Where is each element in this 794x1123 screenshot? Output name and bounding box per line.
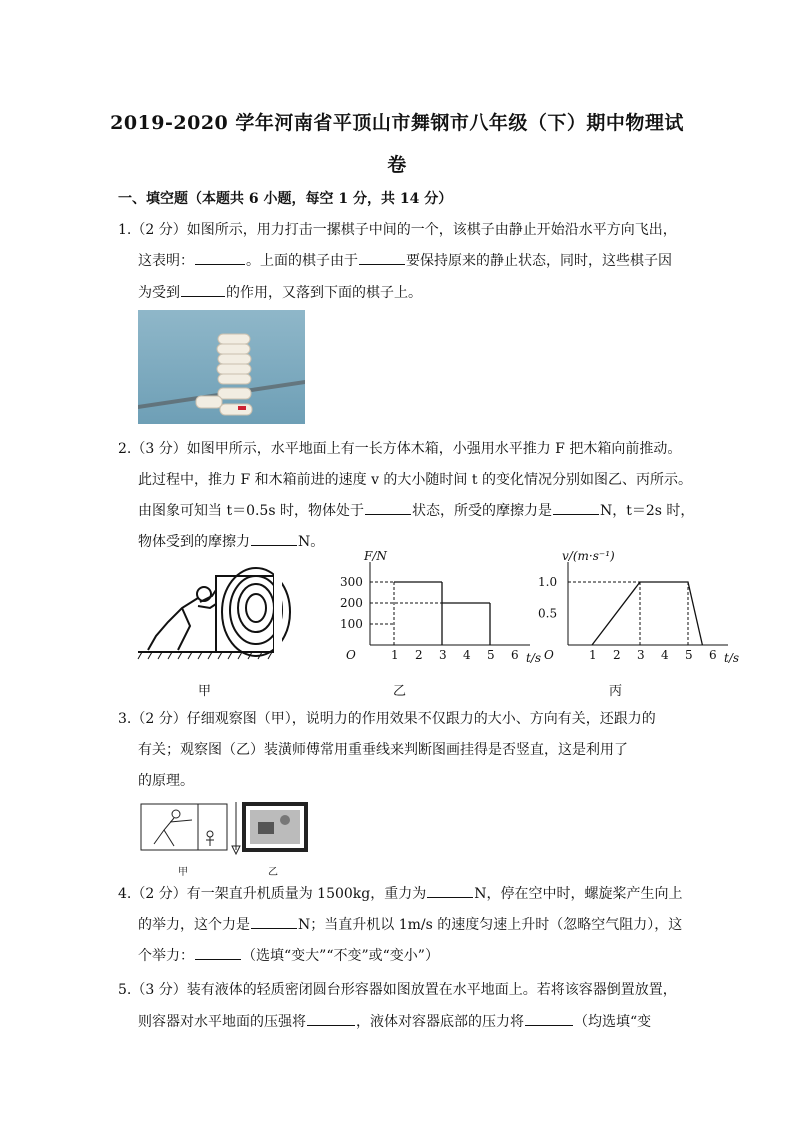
x-tick-label: 6 — [709, 648, 717, 662]
q1-line1: 1.（2 分）如图所示，用力打击一摞棋子中间的一个，该棋子由静止开始沿水平方向飞出， — [118, 222, 677, 238]
x-tick-label: 6 — [511, 648, 519, 662]
q2-line1: 2.（3 分）如图甲所示，水平地面上有一长方体木箱，小强用水平推力 F 把木箱向前推动。 — [118, 441, 682, 457]
q4-text-d: N；当直升机以 1m/s 的速度匀速上升时（忽略空气阻力），这 — [298, 917, 683, 933]
q5-blank-1[interactable] — [307, 1013, 355, 1026]
x-tick-label: 1 — [391, 648, 399, 662]
x-tick-label: 5 — [487, 648, 495, 662]
x-tick-label: 2 — [415, 648, 423, 662]
q1-text-b: 。上面的棋子由于 — [246, 253, 358, 269]
q1-text-e: 的作用，又落到下面的棋子上。 — [226, 285, 422, 301]
q4-blank-3[interactable] — [195, 947, 241, 960]
y-tick-label: 200 — [340, 596, 363, 610]
q1-line3 — [138, 282, 422, 302]
q4-text-e: 个举力： — [138, 948, 194, 964]
q3-fig-label-yi: 乙 — [268, 867, 278, 878]
q5-line2 — [138, 1011, 651, 1031]
y-tick-label: 300 — [340, 575, 363, 589]
q5-text-c: （均选填“变 — [574, 1014, 652, 1030]
y-tick-label: 100 — [340, 617, 363, 631]
q2-text-d: 物体受到的摩擦力 — [138, 534, 250, 550]
x-tick-label: 4 — [661, 648, 669, 662]
q4-text-f: （选填“变大”“不变”或“变小”） — [242, 948, 439, 964]
velocity-line — [592, 582, 702, 645]
x-tick-label: 5 — [685, 648, 693, 662]
q5-text-b: ，液体对容器底部的压力将 — [356, 1014, 524, 1030]
origin-label: O — [544, 648, 554, 662]
x-axis-label: t/s — [724, 651, 740, 665]
q4-line1 — [118, 883, 683, 903]
y-tick-label: 0.5 — [538, 606, 558, 621]
q3-fig-label-jia: 甲 — [178, 867, 188, 878]
paper-title-line1: 2019-2020 学年河南省平顶山市舞钢市八年级（下）期中物理试 — [110, 112, 684, 134]
q2-blank-3[interactable] — [251, 533, 297, 546]
q2-text-b: 状态，所受的摩擦力是 — [411, 503, 552, 519]
x-tick-label: 1 — [589, 648, 597, 662]
chart-force-time — [310, 549, 542, 667]
x-axis-label: t/s — [526, 651, 542, 665]
q4-line2 — [138, 914, 682, 934]
q1-blank-3[interactable] — [181, 284, 225, 297]
q2-text-c: N，t＝2s 时， — [599, 503, 695, 519]
fig-label-bing: 丙 — [609, 684, 623, 699]
q4-text-c: 的举力，这个力是 — [138, 917, 250, 933]
q5-line1: 5.（3 分）装有液体的轻质密闭圆台形容器如图放置在水平地面上。若将该容器倒置放置， — [118, 982, 677, 998]
q5-text-a: 则容器对水平地面的压强将 — [138, 1014, 306, 1030]
q4-line3 — [138, 945, 439, 965]
q2-line2: 此过程中，推力 F 和木箱前进的速度 v 的大小随时间 t 的变化情况分别如图乙、丙所示。 — [138, 472, 692, 488]
q4-text-a: 4.（2 分）有一架直升机质量为 1500kg，重力为 — [118, 886, 427, 902]
q1-text-a: 这表明： — [138, 253, 194, 269]
paper-title-line2: 卷 — [387, 154, 407, 176]
q1-blank-1[interactable] — [195, 252, 245, 265]
q1-blank-2[interactable] — [359, 252, 405, 265]
x-tick-label: 2 — [613, 648, 621, 662]
y-tick-label: 1.0 — [538, 575, 558, 589]
q2-text-e: N。 — [298, 534, 325, 550]
q5-blank-2[interactable] — [525, 1013, 573, 1026]
q2-line3 — [138, 500, 694, 520]
x-tick-label: 3 — [439, 648, 447, 662]
q2-text-a: 由图象可知当 t＝0.5s 时，物体处于 — [138, 503, 364, 519]
q2-blank-1[interactable] — [365, 502, 411, 515]
x-tick-label: 3 — [637, 648, 645, 662]
y-axis-label: F/N — [364, 549, 387, 563]
chart-velocity-time — [530, 549, 740, 667]
q2-blank-2[interactable] — [553, 502, 599, 515]
section-heading: 一、填空题（本题共 6 小题，每空 1 分，共 14 分） — [118, 191, 453, 207]
q2-line4 — [138, 531, 324, 551]
q3-line2: 有关；观察图（乙）装潢师傅常用重垂线来判断图画挂得是否竖直，这是利用了 — [138, 742, 628, 758]
figure-jia-pushing-box — [138, 560, 280, 662]
q3-figures — [140, 800, 310, 862]
q4-blank-2[interactable] — [251, 916, 297, 929]
q4-text-b: N，停在空中时，螺旋桨产生向上 — [474, 886, 683, 902]
x-tick-label: 4 — [463, 648, 471, 662]
y-axis-label: v/(m·s⁻¹) — [562, 549, 615, 563]
q1-text-d: 为受到 — [138, 285, 180, 301]
q1-line2 — [138, 250, 672, 270]
q3-line1: 3.（2 分）仔细观察图（甲），说明力的作用效果不仅跟力的大小、方向有关，还跟力的 — [118, 711, 656, 727]
chess-pieces-photo — [138, 310, 305, 424]
fig-label-yi: 乙 — [393, 684, 407, 699]
q4-blank-1[interactable] — [427, 885, 473, 898]
q1-text-c: 要保持原来的静止状态，同时，这些棋子因 — [406, 253, 672, 269]
origin-label: O — [346, 648, 356, 662]
q3-line3: 的原理。 — [138, 773, 194, 789]
fig-label-jia: 甲 — [198, 684, 212, 699]
